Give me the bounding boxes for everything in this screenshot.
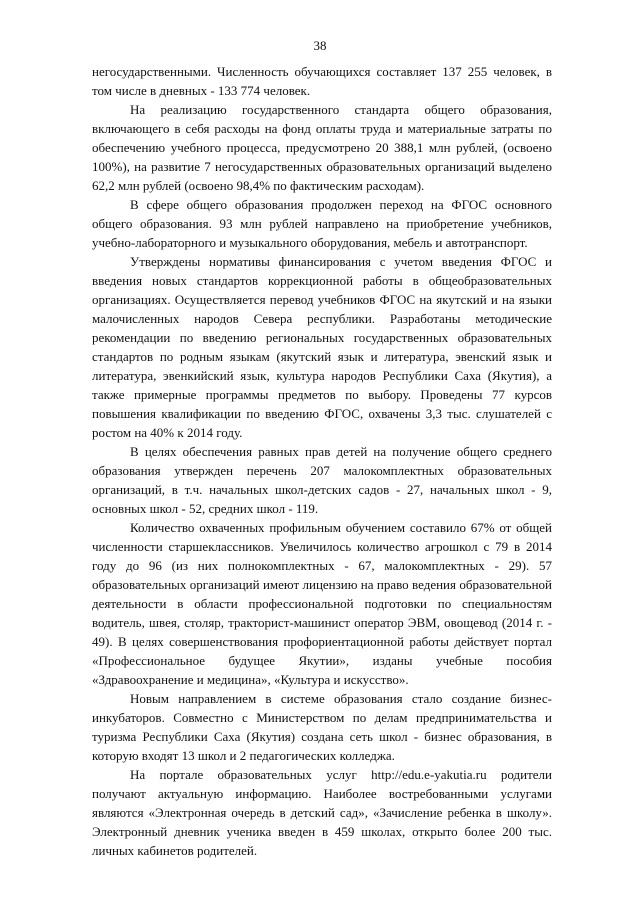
document-body: [92, 62, 552, 860]
paragraph-1: негосударственными. Численность обучающихся составляет 137 255 человек, в том числе в дневных - 133 774 человек.: [92, 64, 552, 98]
paragraph-4: Утверждены нормативы финансирования с учетом введения ФГОС и введения новых стандартов коррекционной работы в общеобразовательных организациях. Осуществляется перевод учебников ФГОС на якутский и на языки малочисленных народов Севера республики. Разработаны методические рекомендации по введению региональных государственных образовательных стандартов по родным языкам (якутский язык и литература, эвенский язык и литература, эвенкийский язык, культура народов Республики Саха (Якутия), а также примерные программы предметов по выбору. Проведены 77 курсов повышения квалификации по введению ФГОС, охвачены 3,3 тыс. слушателей с ростом на 40% к 2014 году.: [92, 254, 552, 440]
paragraph-6: Количество охваченных профильным обучением составило 67% от общей численности старшеклассников. Увеличилось количество агрошкол с 79 в 2014 году до 96 (из них полнокомплектных - 67, малокомплектных - 29). 57 образовательных организаций имеют лицензию на право ведения образовательной деятельности в области профессиональной подготовки по специальностям водитель, швея, столяр, тракторист-машинист оператор ЭВМ, овощевод (2014 г. - 49). В целях совершенствования профориентационной работы действует портал «Профессиональное будущее Якутии», изданы учебные пособия «Здравоохранение и медицина», «Культура и искусство».: [92, 520, 552, 687]
page-number: 38: [313, 38, 327, 53]
paragraph-5: В целях обеспечения равных прав детей на получение общего среднего образования утвержден перечень 207 малокомплектных образовательных организаций, в т.ч. начальных школ-детских садов - 27, начальных школ - 9, основных школ - 52, средних школ - 119.: [92, 444, 552, 516]
paragraph-3: В сфере общего образования продолжен переход на ФГОС основного общего образования. 93 млн рублей направлено на приобретение учебников, учебно-лабораторного и музыкального оборудования, мебель и автотранспорт.: [92, 197, 552, 250]
paragraph-2: На реализацию государственного стандарта общего образования, включающего в себя расходы на фонд оплаты труда и материальные затраты по обеспечению учебного процесса, предусмотрено 20 388,1 млн рублей, (освоено 100%), на развитие 7 негосударственных образовательных организаций выделено 62,2 млн рублей (освоено 98,4% по фактическим расходам).: [92, 102, 552, 193]
paragraph-8: На портале образовательных услуг http://edu.e-yakutia.ru родители получают актуальную информацию. Наиболее востребованными услугами являются «Электронная очередь в детский сад», «Зачисление ребенка в школу». Электронный дневник ученика введен в 459 школах, открыто более 200 тыс. личных кабинетов родителей.: [92, 767, 552, 858]
paragraph-7: Новым направлением в системе образования стало создание бизнес-инкубаторов. Совместно с Министерством по делам предпринимательства и туризма Республики Саха (Якутия) создана сеть школ - бизнес образования, в которую входят 13 школ и 2 педагогических колледжа.: [92, 691, 552, 763]
